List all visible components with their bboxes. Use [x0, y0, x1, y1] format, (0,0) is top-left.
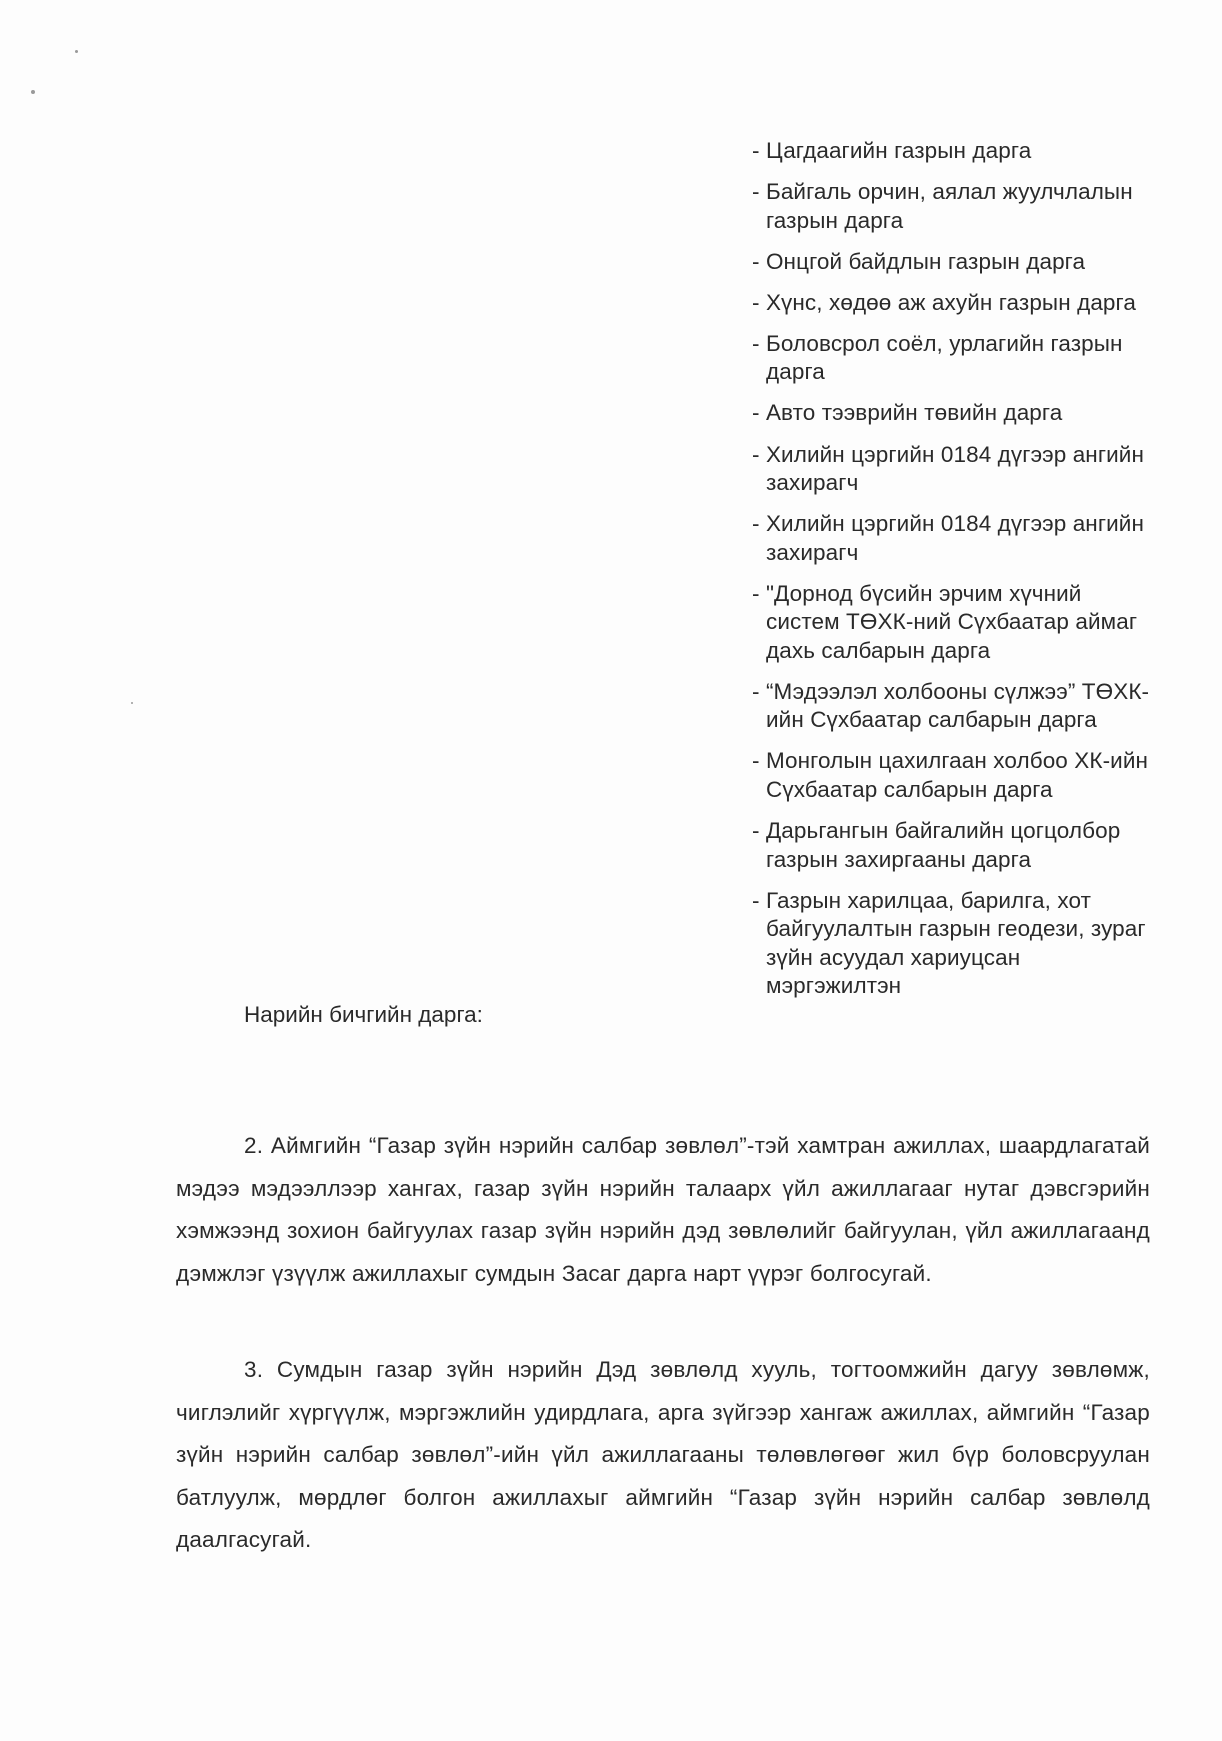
member-item: - Онцгой байдлын газрын дарга — [752, 248, 1152, 277]
member-item: - Газрын харилцаа, барилга, хот байгуулалтын газрын геодези, зураг зүйн асуудал хариуцсан мэргэжилтэн — [752, 887, 1152, 1001]
scan-speck — [75, 50, 78, 53]
member-item: - Монголын цахилгаан холбоо ХК-ийн Сүхбаатар салбарын дарга — [752, 747, 1152, 804]
member-list — [752, 137, 1152, 1013]
scan-speck — [31, 90, 35, 94]
member-item: - Байгаль орчин, аялал жуулчлалын газрын дарга — [752, 178, 1152, 235]
member-item: - "Дорнод бүсийн эрчим хүчний систем ТӨХК-ний Сүхбаатар аймаг дахь салбарын дарга — [752, 580, 1152, 666]
member-item: - Хүнс, хөдөө аж ахуйн газрын дарга — [752, 289, 1152, 318]
paragraph-3: 3. Сумдын газар зүйн нэрийн Дэд зөвлөлд хууль, тогтоомжийн дагуу зөвлөмж, чиглэлийг хүргүүлж, мэргэжлийн удирдлага, арга зүйгээр хангаж ажиллах, аймгийн “Газар зүйн нэрийн салбар зөвлөл”-ийн үйл ажиллагааны төлөвлөгөөг жил бүр боловсруулан батлуулж, мөрдлөг болгон ажиллахыг аймгийн “Газар зүйн нэрийн салбар зөвлөлд даалгасугай. — [176, 1357, 1150, 1553]
member-item: - Цагдаагийн газрын дарга — [752, 137, 1152, 166]
paragraph-2: 2. Аймгийн “Газар зүйн нэрийн салбар зөвлөл”-тэй хамтран ажиллах, шаардлагатай мэдээ мэдээллээр хангах, газар зүйн нэрийн талаарх үйл ажиллагааг нутаг дэвсгэрийн хэмжээнд зохион байгуулах газар зүйн нэрийн дэд зөвлөлийг байгуулан, үйл ажиллагаанд дэмжлэг үзүүлж ажиллахыг сумдын Засаг дарга нарт үүрэг болгосугай. — [176, 1133, 1150, 1286]
member-item: - Боловсрол соёл, урлагийн газрын дарга — [752, 330, 1152, 387]
scan-speck — [131, 702, 133, 704]
member-item: - Хилийн цэргийн 0184 дүгээр ангийн захирагч — [752, 441, 1152, 498]
member-item: - Авто тээврийн төвийн дарга — [752, 399, 1152, 428]
member-item: - Хилийн цэргийн 0184 дүгээр ангийн захирагч — [752, 510, 1152, 567]
secretary-label: Нарийн бичгийн дарга: — [244, 1002, 483, 1027]
member-item: - “Мэдээлэл холбооны сүлжээ” ТӨХК-ийн Сүхбаатар салбарын дарга — [752, 678, 1152, 735]
member-item: - Дарьгангын байгалийн цогцолбор газрын захиргааны дарга — [752, 817, 1152, 874]
